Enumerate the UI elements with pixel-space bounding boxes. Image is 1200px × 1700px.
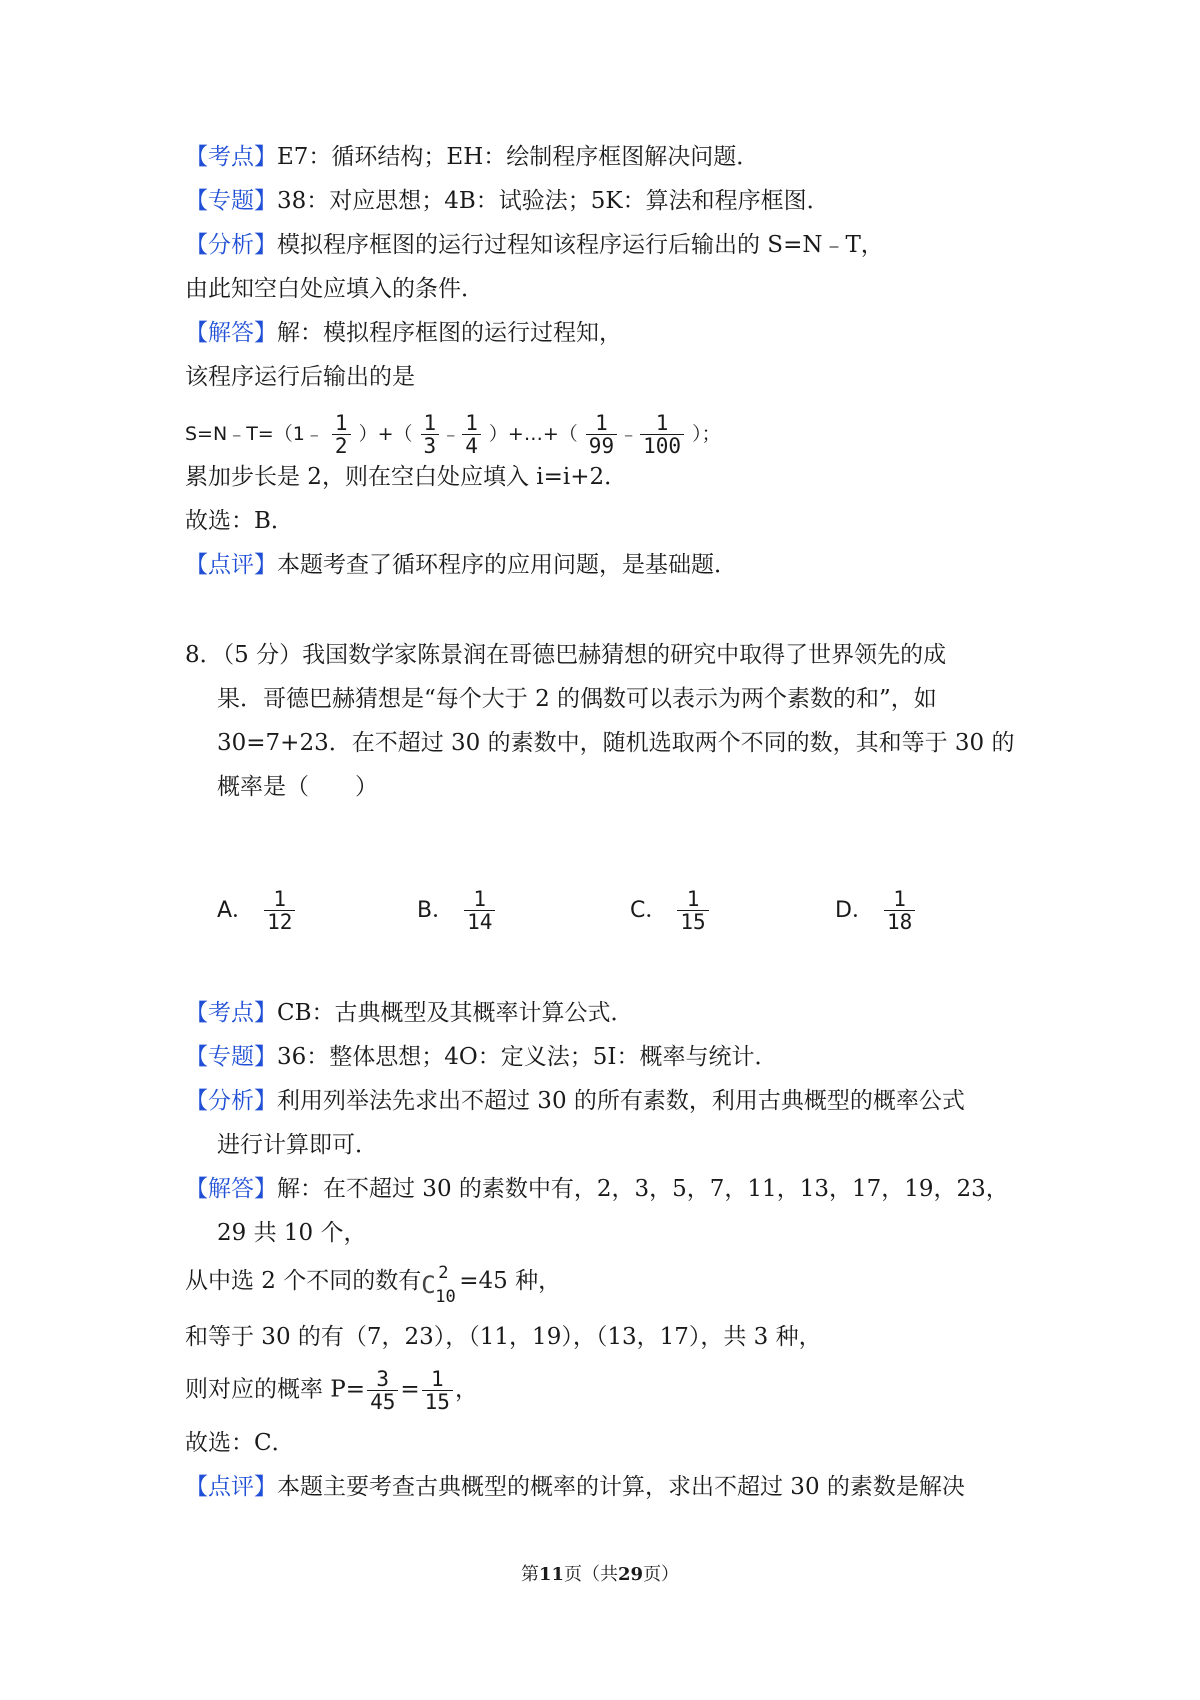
fraction-1-100	[640, 412, 684, 457]
zhuanti-tag: 【专题】	[185, 188, 277, 214]
equals-sign: =	[400, 1376, 420, 1403]
option-fraction	[264, 888, 295, 933]
zhuanti-line	[185, 186, 830, 216]
dianping-tag: 【点评】	[185, 552, 277, 578]
option-label: D．	[835, 897, 874, 923]
zhuanti-text: 38：对应思想；4B：试验法；5K：算法和程序框图．	[277, 188, 830, 214]
fenxi-text: 模拟程序框图的运行过程知该程序运行后输出的 S=N﹣T，	[277, 232, 884, 258]
total-page-number: 29	[618, 1564, 644, 1585]
fraction-numerator: 1	[464, 888, 495, 911]
fraction-numerator: 1	[640, 412, 684, 435]
fraction-denominator: 2	[334, 434, 348, 458]
zhuanti-line	[185, 1042, 777, 1072]
probability-suffix: ，	[454, 1376, 478, 1403]
sum-formula	[185, 412, 721, 457]
dianping-line	[185, 1472, 965, 1502]
option-fraction	[464, 888, 495, 933]
jieda-tag: 【解答】	[185, 1176, 277, 1202]
formula-mid-1: ）+（	[358, 423, 413, 445]
fenxi-continuation: 由此知空白处应填入的条件．	[185, 276, 484, 302]
fraction-1-2	[332, 412, 351, 457]
minus-sign: ﹣	[441, 423, 461, 445]
option-d	[835, 888, 917, 933]
fraction-denominator: 3	[423, 434, 437, 458]
jieda-line	[185, 318, 622, 348]
kaodian-line	[185, 142, 759, 172]
fraction-numerator: 1	[421, 412, 440, 435]
combination-superscript: 2	[438, 1263, 449, 1283]
dianping-text: 本题主要考查古典概型的概率的计算，求出不超过 30 的素数是解决	[277, 1474, 965, 1500]
fraction-numerator: 1	[586, 412, 617, 435]
choose-suffix: =45 种，	[459, 1268, 562, 1294]
fraction-denominator: 45	[370, 1390, 396, 1414]
kaodian-line	[185, 998, 634, 1028]
fenxi-tag: 【分析】	[185, 232, 277, 258]
dianping-line	[185, 550, 737, 580]
fraction-1-4	[462, 412, 481, 457]
jieda-text: 解：在不超过 30 的素数中有，2，3，5，7，11，13，17，19，23，	[277, 1176, 1009, 1202]
option-fraction	[884, 888, 915, 933]
fraction-3-45	[367, 1368, 398, 1413]
kaodian-text: E7：循环结构；EH：绘制程序框图解决问题．	[277, 144, 760, 170]
answer-line: 故选：C．	[185, 1430, 295, 1456]
fraction-denominator: 14	[467, 910, 493, 934]
formula-mid-2: ）+…+（	[488, 423, 578, 445]
option-fraction	[677, 888, 708, 933]
dianping-text: 本题考查了循环程序的应用问题，是基础题．	[277, 552, 737, 578]
answer-line: 故选：B．	[185, 508, 294, 534]
fraction-numerator: 1	[462, 412, 481, 435]
jieda-line-2: 该程序运行后输出的是	[185, 364, 415, 390]
fraction-denominator: 100	[643, 434, 682, 458]
fraction-denominator: 15	[680, 910, 706, 934]
kaodian-text: CB：古典概型及其概率计算公式．	[277, 1000, 634, 1026]
fraction-numerator: 3	[367, 1368, 398, 1391]
question-stem-line-2: 果．哥德巴赫猜想是“每个大于 2 的偶数可以表示为两个素数的和”，如	[217, 686, 937, 712]
zhuanti-tag: 【专题】	[185, 1044, 277, 1070]
fraction-denominator: 4	[465, 434, 478, 458]
fenxi-tag: 【分析】	[185, 1088, 277, 1114]
formula-prefix: S=N﹣T=（1﹣	[185, 423, 324, 445]
sum-pairs-line: 和等于 30 的有（7，23），（11，19），（13，17），共 3 种，	[185, 1324, 822, 1350]
kaodian-tag: 【考点】	[185, 144, 277, 170]
minus-sign: ﹣	[619, 423, 639, 445]
jieda-line-4: 累加步长是 2，则在空白处应填入 i=i+2．	[185, 464, 628, 490]
fenxi-continuation: 进行计算即可．	[217, 1132, 378, 1158]
option-label: A．	[217, 897, 255, 923]
probability-line	[185, 1368, 478, 1413]
question-stem-line-3: 30=7+23．在不超过 30 的素数中，随机选取两个不同的数，其和等于 30 的	[217, 730, 1015, 756]
page-footer	[0, 1560, 1200, 1586]
dianping-tag: 【点评】	[185, 1474, 277, 1500]
option-label: C．	[630, 897, 668, 923]
fraction-numerator: 1	[332, 412, 351, 435]
fraction-denominator: 18	[886, 910, 913, 934]
combination-c: C	[421, 1271, 436, 1299]
jieda-line	[185, 1174, 1009, 1204]
option-b	[417, 888, 497, 933]
option-c	[630, 888, 711, 933]
choose-prefix: 从中选 2 个不同的数有	[185, 1268, 422, 1294]
question-stem-line-1: 8．（5 分）我国数学家陈景润在哥德巴赫猜想的研究中取得了世界领先的成	[185, 642, 947, 668]
probability-prefix: 则对应的概率 P=	[185, 1376, 366, 1403]
option-a	[217, 888, 297, 933]
fenxi-line	[185, 230, 884, 260]
fraction-denominator: 99	[588, 434, 615, 458]
fenxi-text: 利用列举法先求出不超过 30 的所有素数，利用古典概型的概率公式	[277, 1088, 965, 1114]
jieda-tag: 【解答】	[185, 320, 277, 346]
combination-symbol	[421, 1262, 459, 1307]
combination-subscript: 10	[435, 1287, 456, 1307]
fraction-1-15	[422, 1368, 453, 1413]
jieda-continuation: 29 共 10 个，	[217, 1220, 367, 1246]
footer-pre: 第	[520, 1564, 539, 1585]
fraction-numerator: 1	[264, 888, 295, 911]
option-label: B．	[417, 897, 455, 923]
question-stem-line-4: 概率是（ ）	[217, 774, 378, 800]
fraction-numerator: 1	[884, 888, 915, 911]
jieda-text: 解：模拟程序框图的运行过程知，	[277, 320, 622, 346]
formula-suffix: ）；	[692, 423, 721, 445]
kaodian-tag: 【考点】	[185, 1000, 277, 1026]
zhuanti-text: 36：整体思想；4O：定义法；5I：概率与统计．	[277, 1044, 778, 1070]
fraction-numerator: 1	[422, 1368, 453, 1391]
fraction-1-99	[586, 412, 617, 457]
footer-post: 页）	[643, 1564, 680, 1585]
current-page-number: 11	[538, 1564, 564, 1585]
fenxi-line	[185, 1086, 965, 1116]
fraction-denominator: 15	[424, 1390, 450, 1414]
combination-line	[185, 1262, 562, 1307]
fraction-numerator: 1	[677, 888, 708, 911]
fraction-1-3	[421, 412, 440, 457]
fraction-denominator: 12	[267, 910, 293, 934]
footer-mid: 页（共	[564, 1564, 618, 1585]
